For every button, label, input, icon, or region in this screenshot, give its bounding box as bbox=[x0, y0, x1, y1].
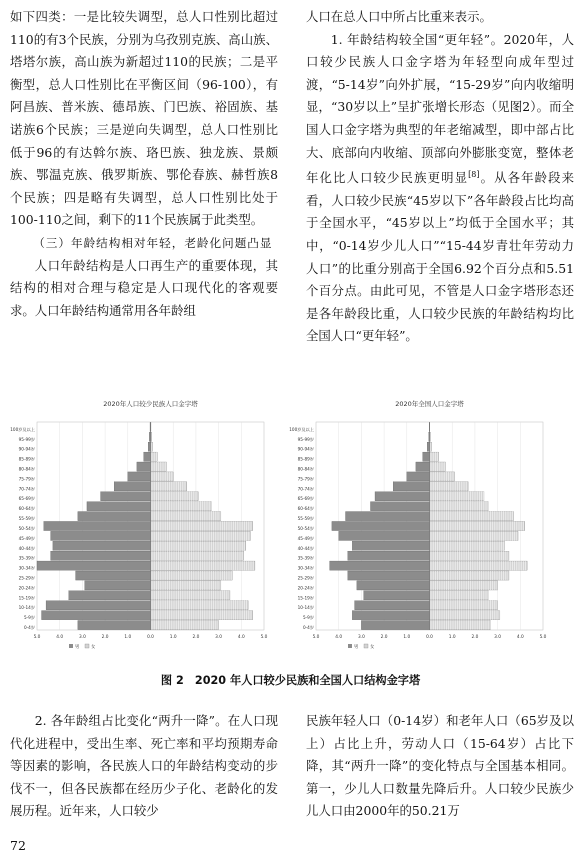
bar-male bbox=[407, 472, 430, 481]
age-label: 40-44岁 bbox=[18, 545, 35, 551]
bar-male bbox=[137, 462, 151, 471]
age-label: 15-19岁 bbox=[297, 595, 314, 601]
bar-male bbox=[361, 620, 429, 629]
bar-female bbox=[430, 541, 505, 550]
bar-male bbox=[44, 521, 151, 530]
bar-male bbox=[85, 581, 151, 590]
x-tick-label: 3.0 bbox=[78, 635, 86, 640]
age-label: 75-79岁 bbox=[297, 476, 314, 482]
bar-female bbox=[151, 442, 153, 451]
legend-swatch-male bbox=[348, 644, 352, 648]
bar-male bbox=[348, 571, 430, 580]
age-label: 80-84岁 bbox=[297, 466, 314, 472]
bar-female bbox=[430, 531, 519, 540]
bar-male bbox=[339, 531, 430, 540]
bar-male bbox=[370, 502, 429, 511]
age-label: 95-99岁 bbox=[18, 436, 35, 442]
paragraph-two-up-one-down-cont: 民族年轻人口（0-14岁）和老年人口（65岁及以上）占比上升，劳动人口（15-64岁）占比下降，其“两升一降”的变化特点与全国基本相同。第一，少儿人口数量先降后升。人口较少民族少儿人口由2000年的50.21万 bbox=[306, 713, 574, 819]
age-label: 25-29岁 bbox=[18, 575, 35, 581]
bar-male bbox=[364, 591, 430, 600]
paragraph-continuation: 人口在总人口中所占比重来表示。 bbox=[306, 9, 492, 24]
age-label: 45-49岁 bbox=[18, 535, 35, 541]
bar-male bbox=[352, 611, 429, 620]
bar-male bbox=[355, 601, 430, 610]
bar-male bbox=[87, 502, 151, 511]
age-label: 35-39岁 bbox=[18, 555, 35, 561]
age-label: 5-9岁 bbox=[302, 615, 314, 621]
pyramid-title: 2020年人口较少民族人口金字塔 bbox=[103, 400, 198, 408]
bar-male bbox=[357, 581, 430, 590]
page-number: 72 bbox=[10, 838, 26, 853]
age-label: 55-59岁 bbox=[18, 516, 35, 522]
bar-female bbox=[430, 442, 432, 451]
legend-swatch-male bbox=[69, 644, 73, 648]
x-tick-label: 2.0 bbox=[192, 635, 200, 640]
figure-population-pyramids bbox=[0, 380, 581, 670]
age-label: 0-4岁 bbox=[23, 625, 35, 630]
x-tick-label: 1.0 bbox=[448, 635, 456, 640]
age-label: 5-9岁 bbox=[23, 615, 35, 621]
age-label: 85-89岁 bbox=[18, 456, 35, 462]
x-tick-label: 3.0 bbox=[357, 635, 365, 640]
x-tick-label: 1.0 bbox=[124, 635, 132, 640]
age-label: 85-89岁 bbox=[297, 456, 314, 462]
age-label: 30-34岁 bbox=[18, 565, 35, 571]
pyramid-minority-ethnic bbox=[10, 399, 267, 650]
x-tick-label: 2.0 bbox=[101, 635, 109, 640]
legend-label-male: 男 bbox=[75, 645, 80, 650]
bar-male bbox=[346, 512, 430, 521]
legend-label-male: 男 bbox=[354, 645, 359, 650]
age-label: 60-64岁 bbox=[297, 506, 314, 512]
bar-male bbox=[128, 472, 151, 481]
age-label: 70-74岁 bbox=[297, 486, 314, 492]
bar-male bbox=[78, 512, 151, 521]
age-label: 100岁及以上 bbox=[10, 426, 35, 432]
age-label: 45-49岁 bbox=[297, 535, 314, 541]
age-label: 50-54岁 bbox=[297, 525, 314, 531]
age-label: 80-84岁 bbox=[18, 466, 35, 472]
right-text-column bbox=[306, 6, 574, 348]
x-tick-label: 3.0 bbox=[215, 635, 223, 640]
bar-male bbox=[78, 620, 151, 629]
x-tick-label: 2.0 bbox=[380, 635, 388, 640]
x-tick-label: 3.0 bbox=[494, 635, 502, 640]
x-tick-label: 0.0 bbox=[147, 635, 154, 640]
x-tick-label: 5.0 bbox=[260, 635, 268, 640]
age-label: 10-14岁 bbox=[18, 605, 35, 611]
bar-female bbox=[151, 551, 244, 560]
pyramids-svg bbox=[0, 380, 581, 670]
paragraph-younger-structure-main: 1. 年龄结构较全国“更年轻”。2020年，人口较少民族人口金字塔为年轻型向成年型过渡，“5-14岁”向外扩展，“15-29岁”向内收缩明显，“30岁以上”呈扩张增长形态（见图2）。而全国人口金字塔为典型的年老缩减型，即中部占比大、底部向内收缩、顶部向外膨胀变宽，整体老年化比人口较少民族更明显 bbox=[306, 31, 574, 186]
x-tick-label: 5.0 bbox=[312, 635, 320, 640]
x-tick-label: 0.0 bbox=[426, 635, 433, 640]
bar-male bbox=[37, 561, 151, 570]
legend-label-female: 女 bbox=[91, 645, 96, 650]
x-tick-label: 1.0 bbox=[403, 635, 411, 640]
bar-male bbox=[46, 601, 150, 610]
age-label: 20-24岁 bbox=[297, 585, 314, 591]
bar-male bbox=[348, 551, 430, 560]
bar-male bbox=[101, 492, 151, 501]
age-label: 40-44岁 bbox=[297, 545, 314, 551]
x-tick-label: 5.0 bbox=[539, 635, 547, 640]
left-text-column bbox=[10, 6, 278, 322]
bar-male bbox=[144, 452, 151, 461]
x-tick-label: 4.0 bbox=[56, 635, 64, 640]
bar-male bbox=[53, 541, 151, 550]
age-label: 95-99岁 bbox=[297, 436, 314, 442]
age-label: 50-54岁 bbox=[18, 525, 35, 531]
age-label: 90-94岁 bbox=[18, 446, 35, 452]
bar-male bbox=[76, 571, 151, 580]
x-tick-label: 4.0 bbox=[237, 635, 245, 640]
age-label: 35-39岁 bbox=[297, 555, 314, 561]
legend-label-female: 女 bbox=[370, 645, 375, 650]
x-tick-label: 4.0 bbox=[516, 635, 524, 640]
bar-male bbox=[423, 452, 430, 461]
bar-male bbox=[114, 482, 150, 491]
age-label: 30-34岁 bbox=[297, 565, 314, 571]
age-label: 90-94岁 bbox=[297, 446, 314, 452]
x-tick-label: 2.0 bbox=[471, 635, 479, 640]
legend-swatch-female bbox=[364, 644, 368, 648]
bar-male bbox=[393, 482, 429, 491]
pyramid-national bbox=[289, 399, 546, 650]
bar-female bbox=[151, 482, 187, 491]
age-label: 65-69岁 bbox=[297, 496, 314, 502]
x-tick-label: 4.0 bbox=[335, 635, 343, 640]
bar-male bbox=[330, 561, 430, 570]
paragraph-younger-structure bbox=[306, 29, 574, 348]
bottom-left-text-column bbox=[10, 710, 278, 823]
x-tick-label: 5.0 bbox=[33, 635, 41, 640]
legend-swatch-female bbox=[85, 644, 89, 648]
age-label: 65-69岁 bbox=[18, 496, 35, 502]
paragraph-two-up-one-down: 2. 各年龄组占比变化“两升一降”。在人口现代化进程中，受出生率、死亡率和平均预期寿命等因素的影响，各民族人口的年龄结构变动的步伐不一，但各民族都在经历少子化、老龄化的发展历程。近年来，人口较少 bbox=[10, 713, 278, 819]
age-label: 60-64岁 bbox=[18, 506, 35, 512]
age-label: 0-4岁 bbox=[302, 625, 314, 630]
bottom-right-text-column bbox=[306, 710, 574, 823]
paragraph-younger-structure-rest: 。从各年龄段来看，人口较少民族“45岁以下”各年龄段占比均高于全国水平，“45岁以上”均低于全国水平；其中，“0-14岁少儿人口”“15-44岁青壮年劳动力人口”的比重分别高于全国6.92个百分点和5.51个百分点。由此可见，不管是人口金字塔形态还是各年龄段比重，人口较少民族的年龄结构均比全国人口“更年轻”。 bbox=[306, 170, 575, 344]
bar-male bbox=[352, 541, 429, 550]
age-label: 20-24岁 bbox=[18, 585, 35, 591]
paragraph-age-structure-intro: 人口年龄结构是人口再生产的重要体现，其结构的相对合理与稳定是人口现代化的客观要求。人口年龄结构通常用各年龄组 bbox=[10, 257, 278, 318]
bar-male bbox=[69, 591, 151, 600]
bar-male bbox=[42, 611, 151, 620]
citation-ref: [8] bbox=[468, 170, 480, 180]
age-label: 100岁及以上 bbox=[289, 426, 314, 432]
bar-male bbox=[416, 462, 430, 471]
age-label: 70-74岁 bbox=[18, 486, 35, 492]
bar-male bbox=[51, 551, 151, 560]
age-label: 15-19岁 bbox=[18, 595, 35, 601]
bar-male bbox=[148, 442, 150, 451]
age-label: 55-59岁 bbox=[297, 516, 314, 522]
figure-caption: 图 2 2020 年人口较少民族和全国人口结构金字塔 bbox=[160, 674, 421, 687]
x-tick-label: 1.0 bbox=[169, 635, 177, 640]
bar-female bbox=[151, 611, 253, 620]
bar-male bbox=[427, 442, 429, 451]
bar-male bbox=[332, 521, 430, 530]
section-heading-age-structure: （三）年龄结构相对年轻，老龄化问题凸显 bbox=[33, 235, 273, 250]
age-label: 25-29岁 bbox=[297, 575, 314, 581]
age-label: 75-79岁 bbox=[18, 476, 35, 482]
paragraph-sex-ratio-types: 如下四类：一是比较失调型，总人口性别比超过110的有3个民族，分别为乌孜别克族、高山族、塔塔尔族，高山族为新超过110的民族；二是平衡型，总人口性别比在平衡区间（96-100），有阿昌族、普米族、德昂族、门巴族、裕固族、基诺族6个民族；三是逆向失调型，总人口性别比低于96的有达斡尔族、珞巴族、独龙族、景颇族、鄂温克族、俄罗斯族、鄂伦春族、赫哲族8个民族；四是略有失调型，总人口性别比处于100-110之间，剩下的11个民族属于此类型。 bbox=[10, 9, 278, 228]
pyramid-title: 2020年全国人口金字塔 bbox=[395, 400, 464, 408]
bar-female bbox=[151, 521, 253, 530]
age-label: 10-14岁 bbox=[297, 605, 314, 611]
bar-male bbox=[51, 531, 151, 540]
bar-male bbox=[375, 492, 429, 501]
